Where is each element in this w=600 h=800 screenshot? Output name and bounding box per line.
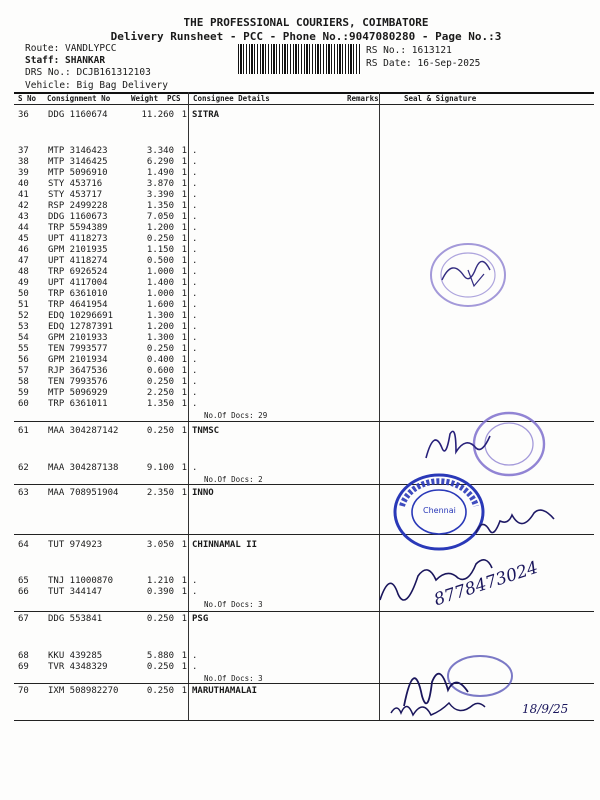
row-cons: RJP 3647536 (48, 366, 108, 376)
row-cons: MTP 3146423 (48, 146, 108, 156)
row-pcs: 1 (181, 267, 187, 277)
row-wt: 2.350 (146, 488, 174, 498)
row-pcs: 1 (181, 179, 187, 189)
row-cons: TRP 6361010 (48, 289, 108, 299)
signature-icon (470, 505, 560, 545)
consignee-mark: . (192, 463, 198, 473)
row-cons: DDG 1160673 (48, 212, 108, 222)
row-pcs: 1 (181, 110, 187, 120)
row-wt: 0.400 (146, 355, 174, 365)
row-cons: MAA 304287138 (48, 463, 119, 473)
col-weight: Weight (131, 94, 159, 103)
consignee-mark: . (192, 366, 198, 376)
docs-count: No.Of Docs: 2 (204, 475, 263, 484)
row-pcs: 1 (181, 366, 187, 376)
consignee-mark: . (192, 267, 198, 277)
row-cons: MTP 5096910 (48, 168, 108, 178)
signature-icon (420, 420, 540, 470)
row-sno: 40 (18, 179, 29, 189)
consignee-name: CHINNAMAL II (192, 540, 258, 550)
row-wt: 6.290 (146, 157, 174, 167)
row-wt: 3.050 (146, 540, 174, 550)
consignee-mark: . (192, 256, 198, 266)
row-wt: 0.600 (146, 366, 174, 376)
row-wt: 1.350 (146, 399, 174, 409)
row-sno: 52 (18, 311, 29, 321)
consignee-mark: . (192, 322, 198, 332)
row-sno: 64 (18, 540, 29, 550)
consignee-mark: . (192, 168, 198, 178)
round-stamp-icon (428, 240, 508, 310)
vehicle-label: Vehicle: Big Bag Delivery (25, 80, 168, 91)
row-cons: RSP 2499228 (48, 201, 108, 211)
row-sno: 50 (18, 289, 29, 299)
consignee-mark: . (192, 146, 198, 156)
row-wt: 1.200 (146, 322, 174, 332)
row-cons: KKU 439285 (48, 651, 103, 661)
row-wt: 0.500 (146, 256, 174, 266)
col-divider-remarks (379, 92, 380, 720)
row-sno: 55 (18, 344, 29, 354)
row-wt: 7.050 (146, 212, 174, 222)
company-title: THE PROFESSIONAL COURIERS, COIMBATORE (183, 16, 429, 29)
rs-number: RS No.: 1613121 (366, 45, 452, 56)
docs-count: No.Of Docs: 3 (204, 600, 263, 609)
row-sno: 42 (18, 201, 29, 211)
row-sno: 39 (18, 168, 29, 178)
consignee-mark: . (192, 300, 198, 310)
row-wt: 3.340 (146, 146, 174, 156)
row-sno: 47 (18, 256, 29, 266)
row-pcs: 1 (181, 190, 187, 200)
consignee-mark: . (192, 157, 198, 167)
row-sno: 54 (18, 333, 29, 343)
col-sno: S No (18, 94, 37, 103)
col-remarks: Remarks (347, 94, 379, 103)
row-pcs: 1 (181, 234, 187, 244)
row-wt: 2.250 (146, 388, 174, 398)
group-divider (14, 720, 594, 721)
row-cons: EDQ 10296691 (48, 311, 114, 321)
route-label: Route: VANDLYPCC (25, 43, 117, 54)
row-cons: GPM 2101933 (48, 333, 108, 343)
row-sno: 62 (18, 463, 29, 473)
col-pcs: PCS (167, 94, 181, 103)
row-cons: STY 453717 (48, 190, 103, 200)
consignee-mark: . (192, 234, 198, 244)
row-cons: UPT 4117004 (48, 278, 108, 288)
consignee-name: SITRA (192, 110, 220, 120)
row-sno: 59 (18, 388, 29, 398)
row-cons: MAA 708951904 (48, 488, 119, 498)
row-pcs: 1 (181, 223, 187, 233)
row-cons: TVR 4348329 (48, 662, 108, 672)
consignee-mark: . (192, 212, 198, 222)
row-cons: UPT 4118274 (48, 256, 108, 266)
row-pcs: 1 (181, 146, 187, 156)
row-sno: 49 (18, 278, 29, 288)
consignee-mark: . (192, 587, 198, 597)
row-sno: 51 (18, 300, 29, 310)
row-wt: 1.350 (146, 201, 174, 211)
row-wt: 1.490 (146, 168, 174, 178)
row-sno: 53 (18, 322, 29, 332)
row-wt: 5.880 (146, 651, 174, 661)
row-cons: TRP 5594389 (48, 223, 108, 233)
row-wt: 1.400 (146, 278, 174, 288)
consignee-mark: . (192, 662, 198, 672)
row-sno: 36 (18, 110, 29, 120)
row-pcs: 1 (181, 157, 187, 167)
consignee-mark: . (192, 201, 198, 211)
consignee-name: PSG (192, 614, 209, 624)
row-pcs: 1 (181, 355, 187, 365)
row-pcs: 1 (181, 686, 187, 696)
row-pcs: 1 (181, 388, 187, 398)
row-pcs: 1 (181, 614, 187, 624)
row-wt: 0.390 (146, 587, 174, 597)
row-cons: GPM 2101934 (48, 355, 108, 365)
col-consignee: Consignee Details (193, 94, 270, 103)
row-cons: TNJ 11000870 (48, 576, 114, 586)
row-pcs: 1 (181, 289, 187, 299)
row-wt: 0.250 (146, 377, 174, 387)
row-sno: 46 (18, 245, 29, 255)
row-cons: TEN 7993576 (48, 377, 108, 387)
consignee-name: TNMSC (192, 426, 220, 436)
consignee-mark: . (192, 245, 198, 255)
row-sno: 44 (18, 223, 29, 233)
row-wt: 9.100 (146, 463, 174, 473)
row-cons: TRP 4641954 (48, 300, 108, 310)
row-pcs: 1 (181, 322, 187, 332)
docs-count: No.Of Docs: 3 (204, 674, 263, 683)
row-pcs: 1 (181, 311, 187, 321)
row-pcs: 1 (181, 344, 187, 354)
row-wt: 0.250 (146, 426, 174, 436)
row-pcs: 1 (181, 278, 187, 288)
consignee-mark: . (192, 377, 198, 387)
col-divider-consignee (188, 92, 189, 720)
consignee-mark: . (192, 651, 198, 661)
signature-icon (385, 695, 495, 725)
consignee-mark: . (192, 576, 198, 586)
row-pcs: 1 (181, 587, 187, 597)
row-pcs: 1 (181, 168, 187, 178)
header-bottom-rule (14, 104, 594, 105)
consignee-mark: . (192, 399, 198, 409)
col-consignment: Consignment No (47, 94, 111, 103)
row-wt: 0.250 (146, 614, 174, 624)
consignee-mark: . (192, 190, 198, 200)
barcode-image (238, 44, 361, 74)
row-sno: 69 (18, 662, 29, 672)
row-sno: 48 (18, 267, 29, 277)
row-cons: UPT 4118273 (48, 234, 108, 244)
row-pcs: 1 (181, 426, 187, 436)
row-sno: 37 (18, 146, 29, 156)
consignee-name: MARUTHAMALAI (192, 686, 258, 696)
row-wt: 1.600 (146, 300, 174, 310)
row-pcs: 1 (181, 300, 187, 310)
row-pcs: 1 (181, 662, 187, 672)
seal-center-text: Chennai (423, 506, 456, 515)
row-cons: MTP 3146425 (48, 157, 108, 167)
row-pcs: 1 (181, 333, 187, 343)
row-wt: 1.150 (146, 245, 174, 255)
row-cons: TUT 344147 (48, 587, 103, 597)
row-sno: 38 (18, 157, 29, 167)
handwritten-phone: 8778473024 (431, 557, 541, 611)
row-sno: 67 (18, 614, 29, 624)
row-sno: 43 (18, 212, 29, 222)
row-wt: 0.250 (146, 662, 174, 672)
row-pcs: 1 (181, 540, 187, 550)
row-cons: MAA 304287142 (48, 426, 119, 436)
row-cons: STY 453716 (48, 179, 103, 189)
runsheet-subtitle: Delivery Runsheet - PCC - Phone No.:9047080280 - Page No.:3 (110, 30, 502, 43)
row-pcs: 1 (181, 212, 187, 222)
row-sno: 41 (18, 190, 29, 200)
row-sno: 66 (18, 587, 29, 597)
consignee-mark: . (192, 278, 198, 288)
row-cons: IXM 508982270 (48, 686, 119, 696)
row-pcs: 1 (181, 463, 187, 473)
row-pcs: 1 (181, 399, 187, 409)
consignee-mark: . (192, 355, 198, 365)
row-sno: 65 (18, 576, 29, 586)
row-cons: EDQ 12787391 (48, 322, 114, 332)
row-wt: 3.870 (146, 179, 174, 189)
consignee-mark: . (192, 388, 198, 398)
row-sno: 60 (18, 399, 29, 409)
consignee-mark: . (192, 179, 198, 189)
row-wt: 3.390 (146, 190, 174, 200)
row-cons: GPM 2101935 (48, 245, 108, 255)
row-cons: TEN 7993577 (48, 344, 108, 354)
row-cons: MTP 5096929 (48, 388, 108, 398)
row-wt: 11.260 (141, 110, 174, 120)
row-pcs: 1 (181, 377, 187, 387)
row-pcs: 1 (181, 245, 187, 255)
row-pcs: 1 (181, 576, 187, 586)
row-cons: DDG 553841 (48, 614, 103, 624)
row-cons: TRP 6926524 (48, 267, 108, 277)
staff-label: Staff: SHANKAR (25, 55, 106, 66)
row-wt: 1.200 (146, 223, 174, 233)
row-pcs: 1 (181, 201, 187, 211)
drs-text: DRS No.: DCJB161312103 (25, 67, 151, 78)
row-wt: 0.250 (146, 344, 174, 354)
row-wt: 1.300 (146, 311, 174, 321)
consignee-mark: . (192, 333, 198, 343)
docs-count: No.Of Docs: 29 (204, 411, 268, 420)
consignee-mark: . (192, 311, 198, 321)
consignee-mark: . (192, 344, 198, 354)
consignee-mark: . (192, 289, 198, 299)
row-sno: 63 (18, 488, 29, 498)
row-wt: 1.000 (146, 267, 174, 277)
row-pcs: 1 (181, 488, 187, 498)
row-wt: 1.210 (146, 576, 174, 586)
row-pcs: 1 (181, 651, 187, 661)
rs-date: RS Date: 16-Sep-2025 (366, 58, 481, 69)
consignee-name: INNO (192, 488, 214, 498)
row-cons: TRP 6361011 (48, 399, 108, 409)
row-cons: TUT 974923 (48, 540, 103, 550)
row-cons: DDG 1160674 (48, 110, 108, 120)
row-sno: 57 (18, 366, 29, 376)
row-sno: 45 (18, 234, 29, 244)
consignee-mark: . (192, 223, 198, 233)
drs-number (25, 67, 151, 78)
row-wt: 1.000 (146, 289, 174, 299)
row-sno: 56 (18, 355, 29, 365)
col-seal: Seal & Signature (404, 94, 477, 103)
row-sno: 58 (18, 377, 29, 387)
row-pcs: 1 (181, 256, 187, 266)
row-wt: 1.300 (146, 333, 174, 343)
row-sno: 70 (18, 686, 29, 696)
row-sno: 61 (18, 426, 29, 436)
group-divider (14, 484, 594, 485)
row-wt: 0.250 (146, 686, 174, 696)
row-wt: 0.250 (146, 234, 174, 244)
row-sno: 68 (18, 651, 29, 661)
handwritten-date: 18/9/25 (522, 702, 569, 716)
